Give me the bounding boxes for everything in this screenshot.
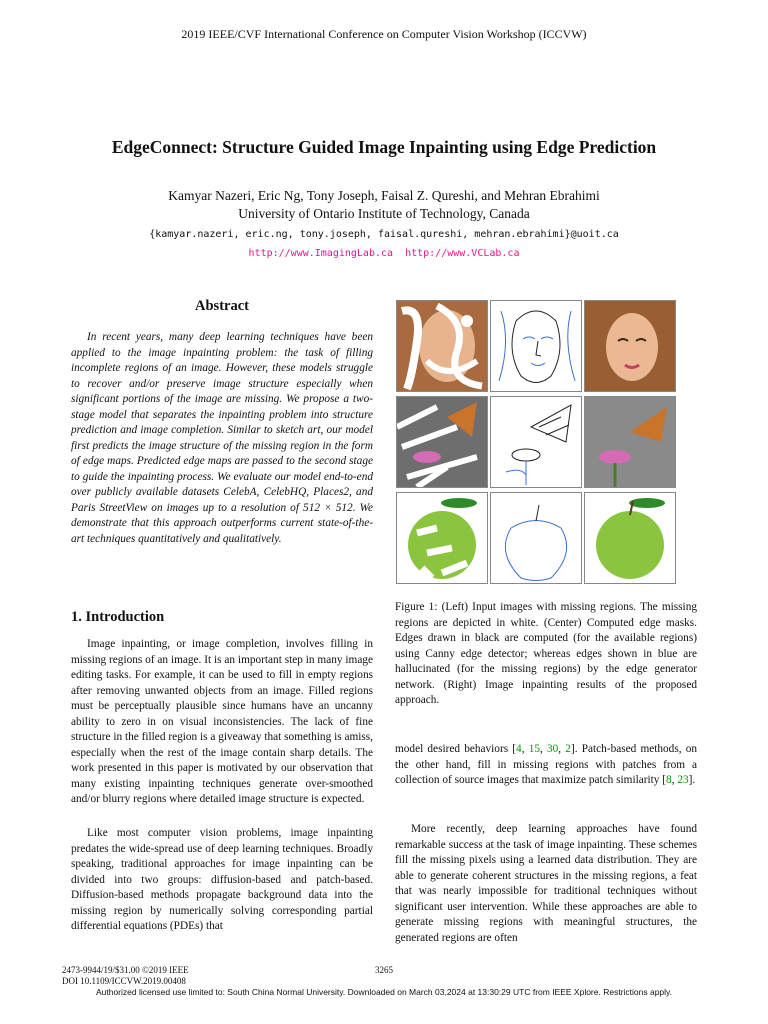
author-list: Kamyar Nazeri, Eric Ng, Tony Joseph, Faisal Z. Qureshi, and Mehran Ebrahimi (168, 188, 600, 203)
figure-apple-input (396, 492, 488, 584)
text-span: ]. (688, 774, 696, 786)
figure-1 (396, 300, 676, 586)
author-emails: {kamyar.nazeri, eric.ng, tony.joseph, faisal.qureshi, mehran.ebrahimi}@uoit.ca (149, 229, 619, 240)
conference-header: 2019 IEEE/CVF International Conference on Computer Vision Workshop (ICCVW) (181, 27, 587, 41)
introduction-paragraph-1: Image inpainting, or image completion, involves filling in missing regions of an image. It is an important step in many image editing tasks. For example, it can be used to fill in empty regions after removing unwanted objects from an image. Filled regions must be perceptually plausible since humans have an uncanny ability to zero in on visual inconsistencies. The lack of fine structure in the filled region is a giveaway that something is amiss, especially when the rest of the image contain sharp details. The work presented in this paper is motivated by our observation that many existing inpainting techniques generate over-smoothed and/or blurry regions where detailed image structure is expected. (71, 638, 373, 805)
figure-face-input (396, 300, 488, 392)
citation-link[interactable]: 4 (516, 743, 522, 755)
page-number: 3265 (375, 965, 393, 975)
licence-notice: Authorized licensed use limited to: South China Normal University. Downloaded on March 03,2024 at 13:30:29 UTC from IEEE Xplore. Restrictions apply. (95, 987, 673, 997)
figure-butterfly-output (584, 396, 676, 488)
paper-title: EdgeConnect: Structure Guided Image Inpainting using Edge Prediction (111, 137, 657, 157)
introduction-paragraph-2 (71, 826, 373, 935)
figure-face-edges (490, 300, 582, 392)
lab-urls (0, 248, 768, 259)
citation-link[interactable]: 23 (677, 774, 689, 786)
vclab-link[interactable]: http://www.VCLab.ca (405, 248, 520, 259)
text-span: model desired behaviors [ (395, 743, 517, 755)
issn-line: 2473-9944/19/$31.00 ©2019 IEEE (62, 965, 189, 975)
figure-1-caption: Figure 1: (Left) Input images with missing regions. The missing regions are depicted in white. (Center) Computed edge masks. Edges drawn in black are computed (for the available regions) using Canny edge detector; whereas edges shown in blue are hallucinated (for the missing regions) by the edge generator network. (Right) Image inpainting results of the proposed approach. (395, 601, 697, 706)
citation-link[interactable]: 2 (565, 743, 571, 755)
figure-butterfly-edges (490, 396, 582, 488)
right-paragraph-2: More recently, deep learning approaches have found remarkable success at the task of image inpainting. These schemes fill the missing pixels using a learned data distribution. They are able to generate coherent structures in the missing regions, a feat that was nearly impossible for traditional techniques without significant user intervention. While these approaches are able to generate missing regions with meaningful structures, the generated regions are often (395, 823, 697, 944)
abstract-heading: Abstract (195, 298, 249, 314)
abstract-text: In recent years, many deep learning techniques have been applied to the image inpainting problem: the task of filling incomplete regions of an image. However, these models struggle to recover and/or preserve image structure especially when significant portions of the image are missing. We propose a two-stage model that separates the inpainting problem into structure prediction and image completion. Similar to sketch art, our model first predicts the image structure of the missing region in the form of edge maps. Predicted edge maps are passed to the second stage to guide the inpainting process. We evaluate our model end-to-end over publicly available datasets CelebA, CelebHQ, Places2, and Paris StreetView on images up to a resolution of 512 × 512. We demonstrate that this approach outperforms current state-of-the-art techniques quantitatively and qualitatively. (71, 331, 373, 545)
figure-apple-output (584, 492, 676, 584)
affiliation: University of Ontario Institute of Technology, Canada (238, 206, 530, 221)
figure-butterfly-input (396, 396, 488, 488)
right-paragraph-1: model desired behaviors [4, 15, 30, 2]. Patch-based methods, on the other hand, fill in missing regions with patches from a collection of source images that maximize patch similarity [8, 23]. (395, 743, 698, 786)
imaginglab-link[interactable]: http://www.ImagingLab.ca (248, 248, 394, 259)
citation-link[interactable]: 30 (547, 743, 559, 755)
figure-face-output (584, 300, 676, 392)
citation-link[interactable]: 15 (528, 743, 540, 755)
introduction-heading: 1. Introduction (71, 609, 165, 625)
introduction-paragraph-2-text: Like most computer vision problems, image inpainting predates the wide-spread use of deep learning techniques. Broadly speaking, traditional approaches for image inpainting can be divided into two groups: diffusion-based and patch-based. Diffusion-based methods propagate background data into the missing region by numerically solving corresponding partial differential equations (PDEs) that (71, 827, 373, 932)
citation-link[interactable]: 8 (666, 774, 672, 786)
doi-line: DOI 10.1109/ICCVW.2019.00408 (62, 976, 186, 986)
text-span: ]. Patch-based methods, on the other hand, fill in missing regions with patches from a collection of source images that maximize patch similarity [ (395, 743, 698, 786)
figure-apple-edges (490, 492, 582, 584)
